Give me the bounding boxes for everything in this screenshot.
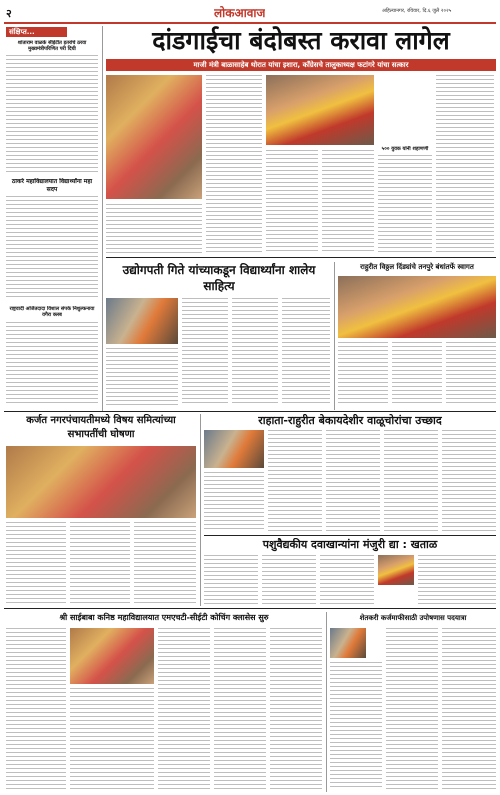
lead-text-col3	[322, 150, 374, 253]
story3-photo	[338, 276, 496, 338]
lead-subheadline: माजी मंत्री बाळासाहेब थोरात यांचा इशारा, काँग्रेसचे तालुकाध्यक्ष फटांगरे यांचा सत्कार	[193, 61, 409, 69]
story5-text-col4	[384, 430, 438, 532]
lead-text-col5	[436, 75, 494, 253]
story5-photo	[204, 430, 264, 468]
lead-photo	[106, 75, 202, 199]
story2-text-col2	[182, 298, 228, 406]
story2-headline: उद्योगपती गिते यांच्याकडून विद्यार्थ्यांना शालेय साहित्य	[122, 263, 316, 293]
lead-text-photo-below	[106, 204, 202, 253]
story3-text-col3	[446, 342, 496, 406]
story8-text-col2	[386, 628, 438, 790]
story6-headline: पशुवैद्यकीय दवाखान्यांना मंजुरी द्या : खताळ	[262, 538, 438, 551]
story8-photo	[330, 628, 366, 658]
masthead-rule	[4, 22, 496, 24]
sidebar-brief1-title: शांताराम वाळके सीईटीत इतरांचे ठरवा मुख्यमंत्रीपरिणित परी दिघी	[17, 40, 87, 52]
story4-headline: कर्जत नगरपंचायतीमध्ये विषय समित्यांच्या सभापतींची घोषणा	[26, 415, 176, 440]
story8-text-col1	[330, 662, 382, 790]
story4-text-col1	[6, 522, 66, 604]
story8-text-col3	[442, 628, 496, 790]
lead-text-col4	[378, 155, 432, 253]
lead-text-col1	[206, 75, 262, 253]
story4-divider	[200, 414, 201, 606]
sidebar-brief2-text	[6, 196, 98, 300]
story2-text-col3	[232, 298, 278, 406]
story6-text-col1	[204, 555, 258, 605]
story5-bottom-rule	[204, 535, 496, 536]
story5-text-col5	[442, 430, 496, 532]
story2-text-col4	[282, 298, 330, 406]
lead-box-title: ५०० युवक यांनी शहाणणी	[381, 146, 429, 152]
story2-divider	[334, 262, 335, 410]
sidebar-section-tab: संक्षिप्त...	[6, 27, 67, 37]
story4-text-col2	[70, 522, 130, 604]
story3-text-col2	[392, 342, 442, 406]
story6-text-col4	[418, 555, 496, 605]
lead-headline: दांडगाईचा बंदोबस्त करावा लागेल	[152, 26, 450, 55]
lead-bottom-rule	[106, 257, 496, 258]
story7-headline: श्री साईबाबा कनिष्ठ महाविद्यालयात एमएचटी-सीईटी कोचिंग क्लासेस सुरु	[59, 613, 269, 622]
story8-headline: शेतकरी कर्जमाफीसाठी उपोषणास पदयात्रा	[359, 614, 467, 622]
story7-text-col5	[270, 628, 322, 790]
story5-text-col2	[268, 430, 322, 532]
story7-photo	[70, 628, 154, 684]
story5-headline: राहाता-राहुरीत बेकायदेशीर वाळूचोरांचा उच्छाद	[258, 414, 442, 427]
story7-divider	[326, 612, 327, 792]
story2-photo	[106, 298, 178, 344]
sidebar-brief2-title: ठाकरे महाविद्यालयात विद्यार्थ्यांना महा सदप	[11, 178, 93, 193]
story7-text-col1	[6, 628, 66, 790]
mid-rule-1	[4, 411, 496, 412]
sidebar-brief1-text	[6, 55, 98, 173]
lead-text-col2	[266, 150, 318, 253]
story6-text-col3	[320, 555, 374, 605]
story6-photo	[378, 555, 414, 585]
story3-headline: राहुरीत विठ्ठल दिंड्यांचे तनपुरे बंधांतर्फे स्वागत	[360, 263, 474, 271]
story5-text-col1	[204, 472, 264, 532]
story6-text-col2	[262, 555, 316, 605]
edition-date: अहिल्यानगर, रविवार, दि.६ जुलै २०२५	[382, 8, 452, 14]
mid-rule-2	[4, 608, 496, 609]
page-number: २	[6, 7, 12, 20]
story5-text-col3	[326, 430, 380, 532]
newspaper-logo: लोकआवाज	[214, 6, 266, 20]
story4-photo	[6, 446, 196, 518]
sidebar-brief3-title: राष्ट्रवादी अजितदादा विशाल संपर्क निशुल्कनावा वगैरा क्लब	[9, 306, 95, 318]
story7-text-col2	[70, 688, 154, 790]
story4-text-col3	[134, 522, 196, 604]
sidebar-divider	[102, 26, 103, 412]
story2-text-col1	[106, 348, 178, 406]
sidebar-brief3-text	[6, 322, 98, 406]
lead-photo-crowd	[266, 75, 374, 145]
story7-text-col3	[158, 628, 210, 790]
story3-text-col1	[338, 342, 388, 406]
story7-text-col4	[214, 628, 266, 790]
